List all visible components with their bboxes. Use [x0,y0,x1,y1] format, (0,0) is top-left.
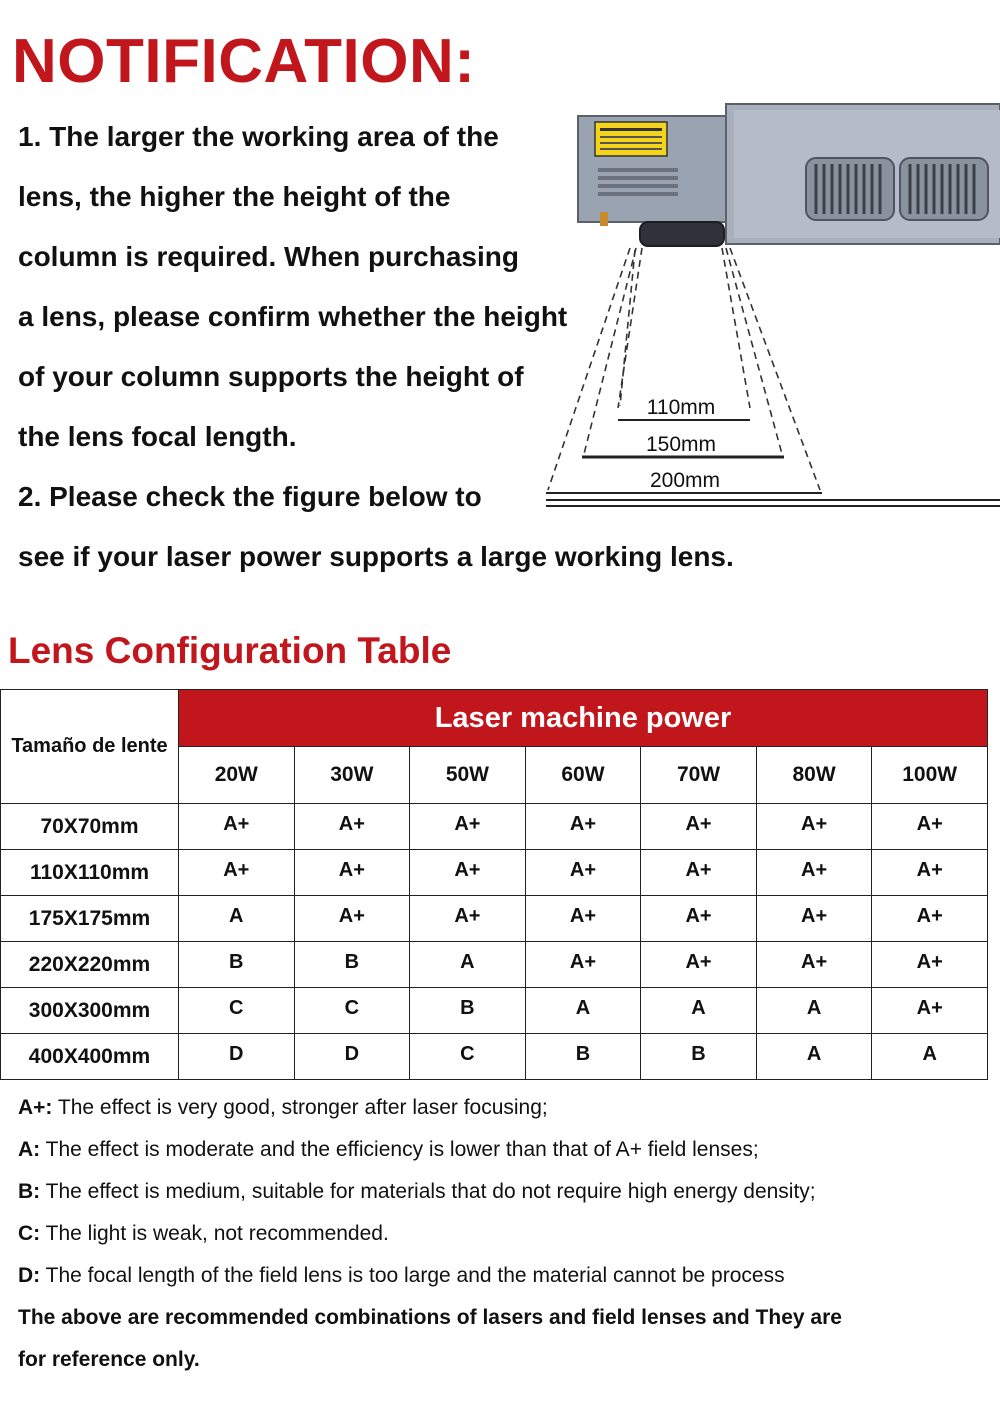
rating-cell: A [641,988,757,1034]
note-line: 2. Please check the figure below to [18,481,482,512]
table-row [1,804,988,850]
focal-label-150: 150mm [645,433,717,456]
rating-cell: A+ [641,804,757,850]
fan-grill-icon [900,158,988,220]
lens-configuration-table [0,689,988,1080]
power-header-cell: 80W [756,747,872,804]
legend-key: A+: [18,1096,53,1119]
corner-header: Tamaño de lente [1,690,179,804]
rating-cell: A+ [641,850,757,896]
rating-cell: A+ [294,896,410,942]
rating-cell: A+ [410,896,526,942]
rating-cell: A+ [410,804,526,850]
lens-size-cell: 300X300mm [1,988,179,1034]
rating-cell: A+ [872,988,988,1034]
lens-size-cell: 110X110mm [1,850,179,896]
rating-cell: A+ [294,804,410,850]
rating-cell: A [410,942,526,988]
table-body [1,804,988,1080]
table-row [1,1034,988,1080]
field-lens-icon [640,222,724,246]
laser-head-diagram [540,100,1000,520]
rating-cell: A+ [179,850,295,896]
power-header-cell: 30W [294,747,410,804]
rating-cell: A+ [872,850,988,896]
rating-cell: A+ [872,942,988,988]
rating-cell: C [294,988,410,1034]
power-header-cell: 50W [410,747,526,804]
rating-cell: A+ [756,850,872,896]
power-header-cell: 100W [872,747,988,804]
rating-cell: B [294,942,410,988]
rating-cell: A [872,1034,988,1080]
focal-label-200: 200mm [649,469,721,492]
rating-cell: A+ [756,896,872,942]
rating-cell: D [179,1034,295,1080]
table-row [1,896,988,942]
rating-cell: B [410,988,526,1034]
table-row [1,988,988,1034]
rating-cell: A+ [294,850,410,896]
rating-cell: A+ [525,850,641,896]
rating-cell: A [756,1034,872,1080]
legend-line [18,1180,816,1204]
power-header-cell: 20W [179,747,295,804]
note-line: column is required. When purchasing [18,241,519,272]
legend-text: The effect is very good, stronger after laser focusing; [52,1096,548,1119]
note-line: the lens focal length. [18,421,297,452]
rating-cell: A+ [525,896,641,942]
legend-line [18,1264,785,1288]
lens-table-title: Lens Configuration Table [8,630,452,671]
rating-cell: C [410,1034,526,1080]
rating-cell: B [179,942,295,988]
notification-title: NOTIFICATION: [12,27,476,96]
rating-cell: D [294,1034,410,1080]
rating-cell: A+ [641,942,757,988]
legend-line [18,1096,548,1120]
rating-cell: A+ [872,896,988,942]
rating-cell: A+ [525,942,641,988]
rating-cell: A [179,896,295,942]
rating-cell: A [525,988,641,1034]
rating-cell: A+ [525,804,641,850]
table-row [1,942,988,988]
note-line: see if your laser power supports a large working lens. [18,541,734,572]
legend-text: The light is weak, not recommended. [40,1222,389,1245]
lens-size-cell: 220X220mm [1,942,179,988]
rating-cell: A+ [756,942,872,988]
rating-cell: B [641,1034,757,1080]
power-header-cell: 60W [525,747,641,804]
footer-line: for reference only. [18,1348,200,1371]
footer-line: The above are recommended combinations of lasers and field lenses and They are [18,1306,842,1329]
fan-grill-icon [806,158,894,220]
legend-key: B: [18,1180,41,1203]
legend-text: The focal length of the field lens is too large and the material cannot be process [40,1264,785,1287]
rating-cell: A+ [872,804,988,850]
rating-cell: A+ [410,850,526,896]
rating-cell: C [179,988,295,1034]
power-header: Laser machine power [179,690,988,747]
legend-key: C: [18,1222,41,1245]
table-row [1,850,988,896]
lens-size-cell: 70X70mm [1,804,179,850]
rating-cell: A [756,988,872,1034]
rating-cell: B [525,1034,641,1080]
rating-cell: A+ [179,804,295,850]
note-line: lens, the higher the height of the [18,181,451,212]
warning-sticker [595,122,667,156]
rating-cell: A+ [756,804,872,850]
legend-key: D: [18,1264,41,1287]
legend-text: The effect is medium, suitable for materials that do not require high energy density; [40,1180,816,1203]
legend-key: A: [18,1138,41,1161]
legend-text: The effect is moderate and the efficiency is lower than that of A+ field lenses; [40,1138,759,1161]
note-line: a lens, please confirm whether the height [18,301,568,332]
lens-size-cell: 175X175mm [1,896,179,942]
rating-cell: A+ [641,896,757,942]
legend-line [18,1222,389,1246]
lens-size-cell: 400X400mm [1,1034,179,1080]
focal-label-110: 110mm [646,396,716,419]
note-line: of your column supports the height of [18,361,524,392]
note-line: 1. The larger the working area of the [18,121,499,152]
power-header-cell: 70W [641,747,757,804]
legend-line [18,1138,759,1162]
